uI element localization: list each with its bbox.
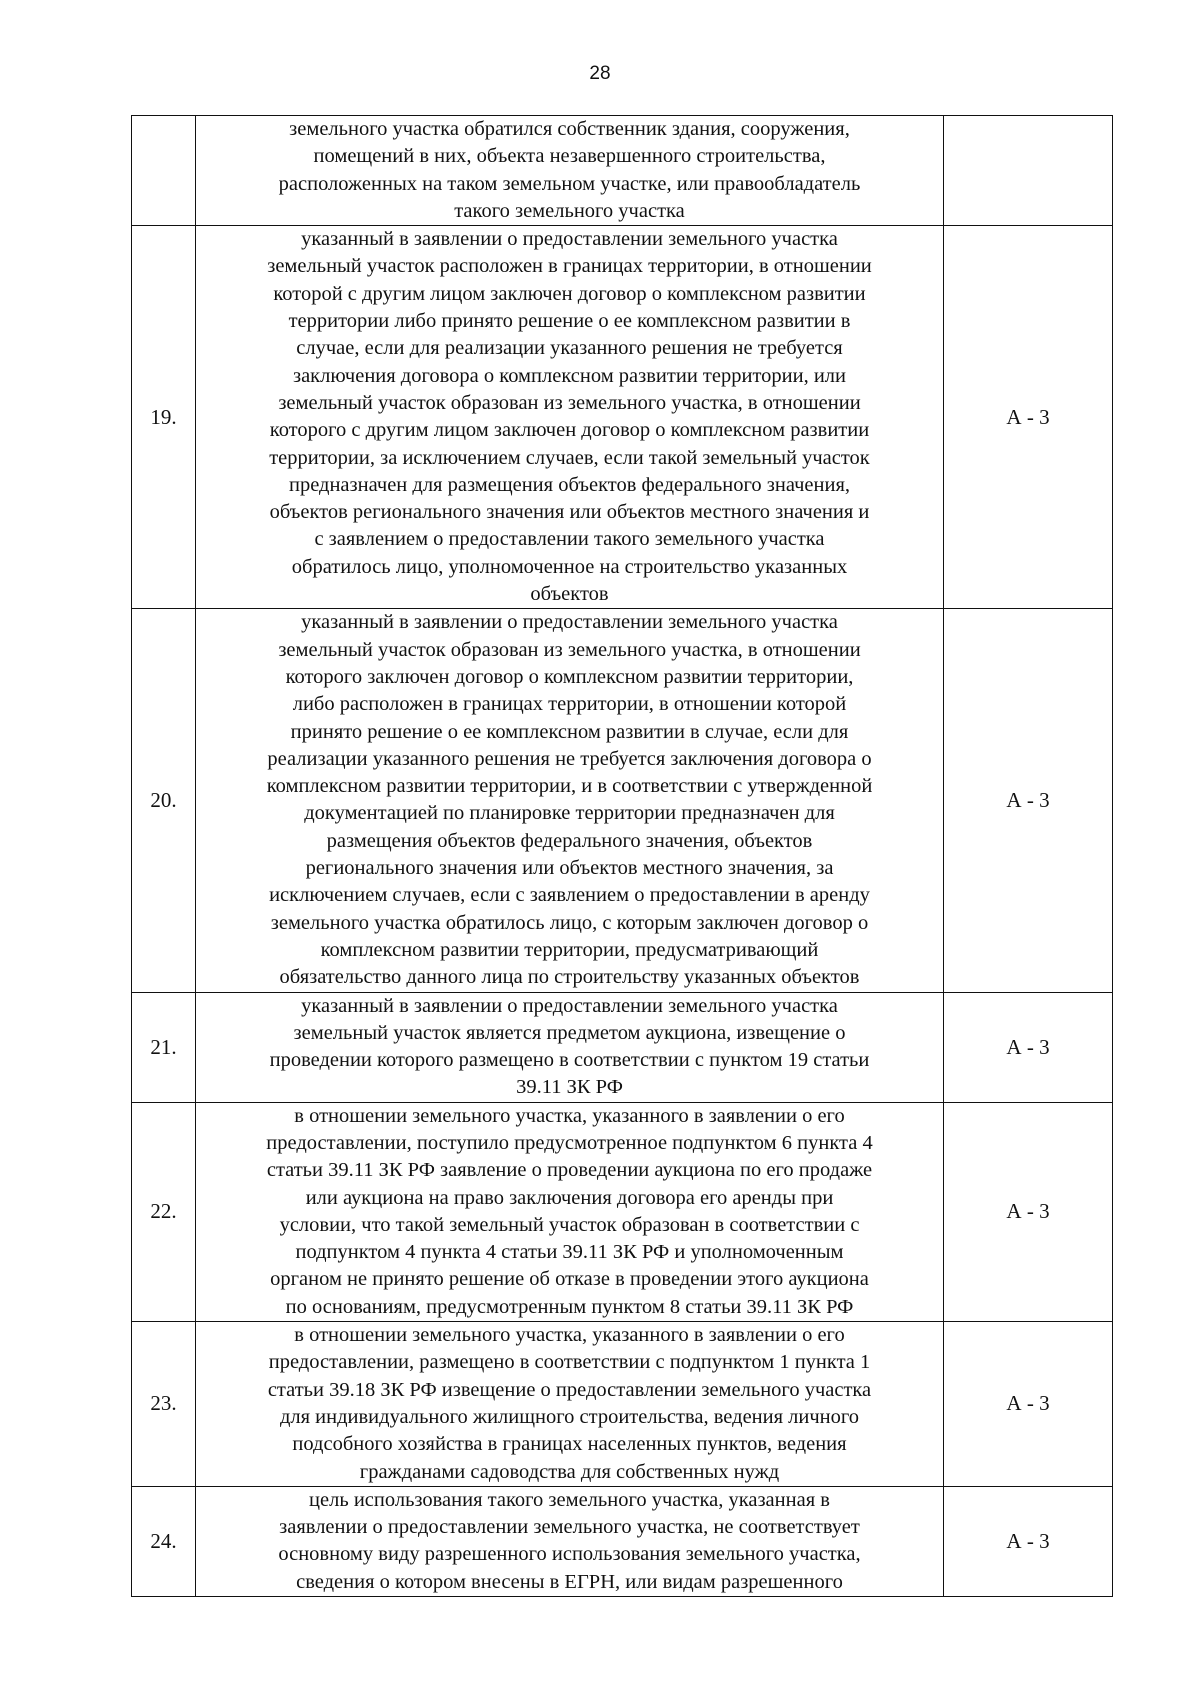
text-line: по основаниям, предусмотренным пунктом 8 статьи 39.11 ЗК РФ bbox=[285, 1295, 854, 1318]
text-line: статьи 39.18 ЗК РФ извещение о предоставлении земельного участка bbox=[267, 1378, 872, 1401]
row-code bbox=[944, 116, 1113, 226]
text-line: расположенных на таком земельном участке, или правообладатель bbox=[278, 172, 861, 195]
text-line: указанный в заявлении о предоставлении земельного участка bbox=[301, 228, 838, 251]
text-line: которого заключен договор о комплексном развитии территории, bbox=[285, 665, 854, 688]
text-line: либо расположен в границах территории, в отношении которой bbox=[292, 693, 847, 716]
text-line: территории либо принято решение о ее комплексном развитии в bbox=[288, 310, 851, 333]
row-code: А - 3 bbox=[944, 992, 1113, 1102]
text-line: объектов регионального значения или объектов местного значения и bbox=[269, 501, 870, 524]
table-row bbox=[132, 992, 1113, 1102]
text-line: которого с другим лицом заключен договор о комплексном развитии bbox=[269, 419, 870, 442]
text-line: предоставлении, поступило предусмотренное подпунктом 6 пункта 4 bbox=[266, 1131, 873, 1154]
text-line: помещений в них, объекта незавершенного строительства, bbox=[313, 145, 826, 168]
text-line: основному виду разрешенного использования земельного участка, bbox=[278, 1543, 861, 1566]
table-row bbox=[132, 1102, 1113, 1321]
text-line: объектов bbox=[530, 583, 609, 606]
text-line: принято решение о ее комплексном развитии в случае, если для bbox=[290, 720, 849, 743]
table-row bbox=[132, 1486, 1113, 1596]
table-row bbox=[132, 116, 1113, 226]
text-line: реализации указанного решения не требуется заключения договора о bbox=[267, 747, 872, 770]
text-line: предназначен для размещения объектов федерального значения, bbox=[288, 473, 851, 496]
table-row bbox=[132, 226, 1113, 609]
text-line: земельный участок является предметом аукциона, извещение о bbox=[293, 1021, 846, 1044]
text-line: обратилось лицо, уполномоченное на строительство указанных bbox=[291, 555, 848, 578]
row-number bbox=[132, 116, 196, 226]
row-text bbox=[196, 226, 944, 609]
text-line: документацией по планировке территории предназначен для bbox=[304, 802, 835, 825]
text-line: заключения договора о комплексном развитии территории, или bbox=[292, 364, 847, 387]
text-line: случае, если для реализации указанного решения не требуется bbox=[296, 337, 843, 360]
table-body bbox=[132, 116, 1113, 1597]
row-text bbox=[196, 116, 944, 226]
row-number: 22. bbox=[132, 1102, 196, 1321]
row-number: 21. bbox=[132, 992, 196, 1102]
text-line: предоставлении, размещено в соответствии с подпунктом 1 пункта 1 bbox=[268, 1351, 871, 1374]
text-line: условии, что такой земельный участок образован в соответствии с bbox=[279, 1213, 860, 1236]
row-text bbox=[196, 1322, 944, 1487]
text-line: в отношении земельного участка, указанного в заявлении о его bbox=[294, 1104, 845, 1127]
text-line: земельного участка обратился собственник здания, сооружения, bbox=[289, 118, 850, 140]
text-line: исключением случаев, если с заявлением о предоставлении в аренду bbox=[269, 884, 870, 907]
text-line: земельного участка обратилось лицо, с которым заключен договор о bbox=[270, 911, 869, 934]
table-row bbox=[132, 609, 1113, 992]
text-line: размещения объектов федерального значения, объектов bbox=[326, 829, 813, 852]
text-line: в отношении земельного участка, указанного в заявлении о его bbox=[294, 1324, 845, 1347]
text-line: подсобного хозяйства в границах населенных пунктов, ведения bbox=[292, 1433, 847, 1456]
row-code: А - 3 bbox=[944, 1102, 1113, 1321]
page-number: 28 bbox=[589, 63, 611, 84]
text-line: гражданами садоводства для собственных нужд bbox=[359, 1460, 780, 1483]
text-line: 39.11 ЗК РФ bbox=[516, 1076, 623, 1099]
row-code: А - 3 bbox=[944, 1322, 1113, 1487]
text-line: земельный участок образован из земельного участка, в отношении bbox=[278, 638, 861, 661]
text-line: с заявлением о предоставлении такого земельного участка bbox=[314, 528, 825, 551]
text-line: обязательство данного лица по строительству указанных объектов bbox=[279, 966, 860, 989]
text-line: для индивидуального жилищного строительства, ведения личного bbox=[279, 1405, 860, 1428]
text-line: комплексном развитии территории, предусматривающий bbox=[320, 938, 819, 961]
text-line: органом не принято решение об отказе в проведении этого аукциона bbox=[270, 1268, 869, 1291]
row-text bbox=[196, 1102, 944, 1321]
row-number: 24. bbox=[132, 1486, 196, 1596]
text-line: территории, за исключением случаев, если такой земельный участок bbox=[269, 446, 870, 469]
table-row bbox=[132, 1322, 1113, 1487]
grounds-table bbox=[131, 115, 1113, 1597]
text-line: сведения о котором внесены в ЕГРН, или видам разрешенного bbox=[296, 1570, 843, 1593]
row-text bbox=[196, 609, 944, 992]
text-line: комплексном развитии территории, и в соответствии с утвержденной bbox=[266, 775, 873, 798]
text-line: которой с другим лицом заключен договор о комплексном развитии bbox=[273, 282, 866, 305]
text-line: указанный в заявлении о предоставлении земельного участка bbox=[301, 611, 838, 634]
text-line: или аукциона на право заключения договора его аренды при bbox=[305, 1186, 834, 1209]
text-line: статьи 39.11 ЗК РФ заявление о проведении аукциона по его продаже bbox=[266, 1159, 873, 1182]
text-line: такого земельного участка bbox=[454, 199, 685, 222]
text-line: подпунктом 4 пункта 4 статьи 39.11 ЗК РФ и уполномоченным bbox=[295, 1241, 844, 1264]
text-line: заявлении о предоставлении земельного участка, не соответствует bbox=[279, 1516, 860, 1539]
row-number: 23. bbox=[132, 1322, 196, 1487]
text-line: цель использования такого земельного участка, указанная в bbox=[309, 1488, 830, 1511]
row-number: 20. bbox=[132, 609, 196, 992]
row-code: А - 3 bbox=[944, 226, 1113, 609]
text-line: регионального значения или объектов местного значения, за bbox=[305, 857, 834, 880]
row-number: 19. bbox=[132, 226, 196, 609]
text-line: указанный в заявлении о предоставлении земельного участка bbox=[301, 994, 838, 1017]
row-code: А - 3 bbox=[944, 609, 1113, 992]
text-line: земельный участок расположен в границах территории, в отношении bbox=[267, 255, 872, 278]
row-code: А - 3 bbox=[944, 1486, 1113, 1596]
row-text bbox=[196, 1486, 944, 1596]
row-text bbox=[196, 992, 944, 1102]
text-line: земельный участок образован из земельного участка, в отношении bbox=[278, 391, 861, 414]
text-line: проведении которого размещено в соответствии с пунктом 19 статьи bbox=[269, 1049, 870, 1072]
